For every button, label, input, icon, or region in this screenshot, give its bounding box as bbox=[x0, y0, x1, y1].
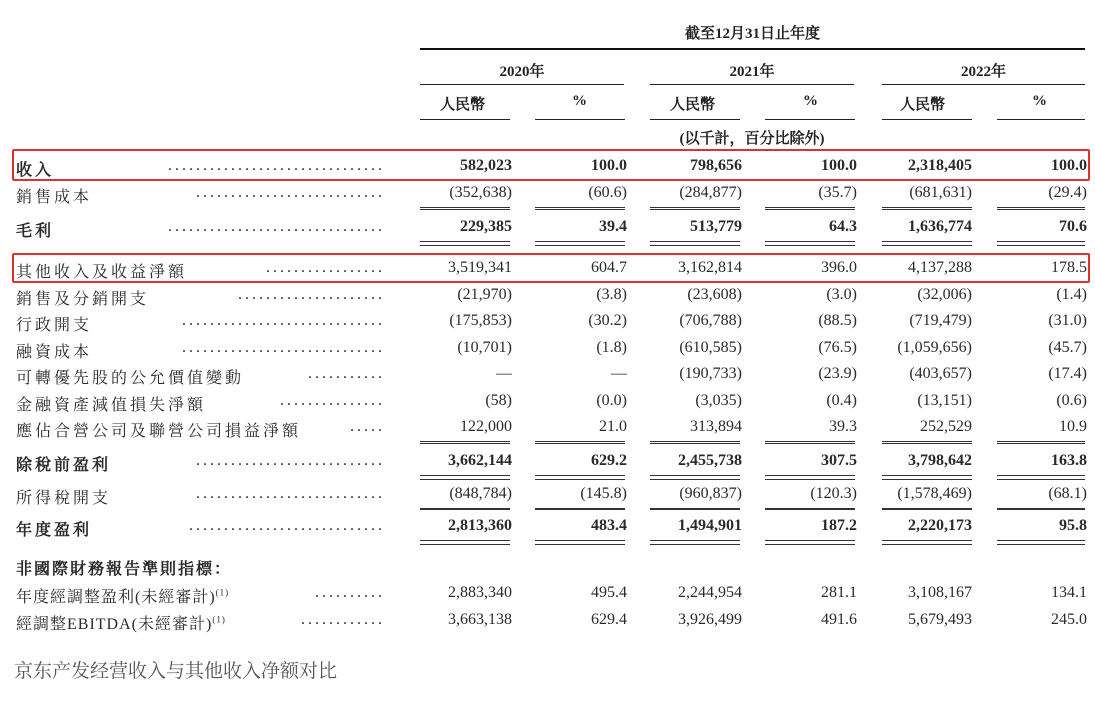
total-rule bbox=[765, 241, 855, 242]
total-rule bbox=[535, 207, 625, 208]
amount-cell: (1,578,469) bbox=[897, 485, 972, 502]
percent-cell: 629.2 bbox=[591, 452, 627, 469]
amount-cell: (706,788) bbox=[679, 312, 742, 329]
total-rule bbox=[997, 479, 1085, 480]
percent-cell: (0.4) bbox=[826, 392, 857, 409]
percent-cell: 178.5 bbox=[1051, 259, 1087, 276]
amount-cell: (175,853) bbox=[449, 312, 512, 329]
percent-cell: 100.0 bbox=[821, 157, 857, 174]
total-rule bbox=[765, 245, 855, 246]
row-leader-dots: ............................ bbox=[189, 517, 385, 534]
total-rule bbox=[765, 479, 855, 480]
row-label: 銷售及分銷開支 bbox=[16, 291, 150, 308]
amount-cell: (190,733) bbox=[679, 365, 742, 382]
total-rule bbox=[765, 475, 855, 476]
year-rule-2021 bbox=[650, 84, 854, 85]
year-rule-2022 bbox=[882, 84, 1085, 85]
total-rule bbox=[997, 540, 1085, 541]
amount-cell: 4,137,288 bbox=[908, 259, 972, 276]
amount-cell: 513,779 bbox=[690, 218, 742, 235]
row-leader-dots: ............ bbox=[301, 611, 385, 628]
total-rule bbox=[997, 441, 1085, 442]
total-rule bbox=[882, 475, 972, 476]
amount-cell: 122,000 bbox=[460, 418, 512, 435]
nongaap-row-label bbox=[16, 584, 229, 607]
total-rule bbox=[997, 207, 1085, 208]
amount-cell: 5,679,493 bbox=[908, 611, 972, 628]
nongaap-label-text: 經調整EBITDA(未經審計) bbox=[16, 616, 213, 633]
percent-cell: (145.8) bbox=[580, 485, 627, 502]
total-rule bbox=[765, 540, 855, 541]
amount-cell: 798,656 bbox=[690, 157, 742, 174]
subtotal-rule bbox=[765, 443, 855, 444]
percent-cell: 39.3 bbox=[829, 418, 857, 435]
col-rule-1 bbox=[420, 119, 510, 120]
total-rule bbox=[650, 207, 740, 208]
subtotal-rule bbox=[765, 209, 855, 210]
total-rule bbox=[882, 540, 972, 541]
row-label: 銷售成本 bbox=[16, 189, 93, 206]
row-label: 可轉優先股的公允價值變動 bbox=[16, 370, 245, 387]
row-leader-dots: ............................. bbox=[182, 339, 385, 356]
percent-cell: (45.7) bbox=[1048, 339, 1087, 356]
row-leader-dots: ............................... bbox=[168, 218, 385, 235]
year-header-2022: 2022年 bbox=[960, 64, 1006, 80]
row-label: 除稅前盈利 bbox=[16, 457, 112, 474]
unit-note: (以千計，百分比除外) bbox=[679, 131, 825, 147]
percent-cell: 21.0 bbox=[599, 418, 627, 435]
subtotal-rule bbox=[420, 443, 510, 444]
col-rule-5 bbox=[882, 119, 972, 120]
row-label: 行政開支 bbox=[16, 317, 93, 334]
percent-cell: (29.4) bbox=[1048, 184, 1087, 201]
total-rule bbox=[882, 207, 972, 208]
row-label: 應佔合營公司及聯營公司損益淨額 bbox=[16, 423, 302, 440]
total-rule bbox=[882, 245, 972, 246]
percent-header-2021: % bbox=[803, 93, 818, 109]
amount-cell: (403,657) bbox=[909, 365, 972, 382]
total-rule bbox=[650, 441, 740, 442]
row-leader-dots: ..... bbox=[350, 418, 385, 435]
row-label: 年度盈利 bbox=[16, 522, 93, 539]
currency-header-2022: 人民幣 bbox=[900, 97, 946, 113]
percent-cell: 629.4 bbox=[591, 611, 627, 628]
percent-cell: 307.5 bbox=[821, 452, 857, 469]
percent-cell: (1.4) bbox=[1056, 286, 1087, 303]
subtotal-rule bbox=[882, 509, 972, 510]
amount-cell: 3,663,138 bbox=[448, 611, 512, 628]
amount-cell: 252,529 bbox=[920, 418, 972, 435]
amount-cell: (681,631) bbox=[909, 184, 972, 201]
amount-cell: 2,455,738 bbox=[678, 452, 742, 469]
total-rule bbox=[650, 245, 740, 246]
percent-cell: (1.8) bbox=[596, 339, 627, 356]
total-rule bbox=[420, 241, 510, 242]
total-rule bbox=[535, 441, 625, 442]
row-label: 其他收入及收益淨額 bbox=[16, 264, 188, 281]
currency-header-2020: 人民幣 bbox=[440, 97, 486, 113]
year-header-2020: 2020年 bbox=[499, 64, 545, 80]
row-leader-dots: ........................... bbox=[196, 184, 385, 201]
total-rule bbox=[997, 544, 1085, 545]
subtotal-rule bbox=[535, 509, 625, 510]
row-leader-dots: ........................... bbox=[196, 452, 385, 469]
percent-header-2020: % bbox=[572, 93, 587, 109]
row-label: 收入 bbox=[16, 162, 55, 179]
total-rule bbox=[882, 479, 972, 480]
total-rule bbox=[650, 475, 740, 476]
currency-header-2021: 人民幣 bbox=[670, 97, 716, 113]
amount-cell: 3,519,341 bbox=[448, 259, 512, 276]
amount-cell: 2,244,954 bbox=[678, 584, 742, 601]
header-rule-top bbox=[420, 48, 1085, 50]
total-rule bbox=[650, 540, 740, 541]
percent-cell: (23.9) bbox=[818, 365, 857, 382]
total-rule bbox=[765, 207, 855, 208]
total-rule bbox=[535, 475, 625, 476]
percent-cell: (68.1) bbox=[1048, 485, 1087, 502]
year-rule-2020 bbox=[420, 84, 624, 85]
total-rule bbox=[420, 475, 510, 476]
amount-cell: (21,970) bbox=[457, 286, 512, 303]
total-rule bbox=[420, 479, 510, 480]
amount-cell: (960,837) bbox=[679, 485, 742, 502]
row-leader-dots: ..................... bbox=[238, 286, 385, 303]
amount-cell: (32,006) bbox=[917, 286, 972, 303]
total-rule bbox=[420, 441, 510, 442]
period-header: 截至12月31日止年度 bbox=[684, 26, 820, 42]
percent-header-2022: % bbox=[1032, 93, 1047, 109]
amount-cell: (284,877) bbox=[679, 184, 742, 201]
amount-cell: (1,059,656) bbox=[897, 339, 972, 356]
percent-cell: (30.2) bbox=[588, 312, 627, 329]
amount-cell: — bbox=[496, 365, 512, 382]
footnote-marker: (1) bbox=[215, 587, 230, 598]
total-rule bbox=[997, 245, 1085, 246]
percent-cell: 39.4 bbox=[599, 218, 627, 235]
col-rule-4 bbox=[765, 119, 855, 120]
subtotal-rule bbox=[882, 443, 972, 444]
percent-cell: (17.4) bbox=[1048, 365, 1087, 382]
amount-cell: 3,108,167 bbox=[908, 584, 972, 601]
amount-cell: (719,479) bbox=[909, 312, 972, 329]
amount-cell: 2,883,340 bbox=[448, 584, 512, 601]
row-leader-dots: ............................... bbox=[168, 157, 385, 174]
subtotal-rule bbox=[535, 443, 625, 444]
percent-cell: 281.1 bbox=[821, 584, 857, 601]
total-rule bbox=[997, 475, 1085, 476]
footnote-marker: (1) bbox=[212, 614, 226, 625]
amount-cell: 313,894 bbox=[690, 418, 742, 435]
highlight-box-revenue bbox=[12, 149, 1090, 181]
row-leader-dots: ................. bbox=[266, 259, 385, 276]
row-label: 毛利 bbox=[16, 223, 55, 240]
total-rule bbox=[882, 544, 972, 545]
row-leader-dots: ............................. bbox=[182, 312, 385, 329]
amount-cell: (352,638) bbox=[449, 184, 512, 201]
subtotal-rule bbox=[650, 443, 740, 444]
year-header-2021: 2021年 bbox=[729, 64, 775, 80]
percent-cell: 491.6 bbox=[821, 611, 857, 628]
subtotal-rule bbox=[765, 509, 855, 510]
subtotal-rule bbox=[997, 509, 1085, 510]
subtotal-rule bbox=[535, 209, 625, 210]
amount-cell: 2,318,405 bbox=[908, 157, 972, 174]
total-rule bbox=[535, 241, 625, 242]
col-rule-2 bbox=[535, 119, 625, 120]
percent-cell: (3.8) bbox=[596, 286, 627, 303]
amount-cell: 3,162,814 bbox=[678, 259, 742, 276]
percent-cell: (88.5) bbox=[818, 312, 857, 329]
amount-cell: 229,385 bbox=[460, 218, 512, 235]
percent-cell: 100.0 bbox=[591, 157, 627, 174]
percent-cell: (60.6) bbox=[588, 184, 627, 201]
percent-cell: 134.1 bbox=[1051, 584, 1087, 601]
total-rule bbox=[535, 245, 625, 246]
percent-cell: 95.8 bbox=[1059, 517, 1087, 534]
total-rule bbox=[650, 544, 740, 545]
percent-cell: (0.6) bbox=[1056, 392, 1087, 409]
total-rule bbox=[650, 479, 740, 480]
amount-cell: (10,701) bbox=[457, 339, 512, 356]
subtotal-rule bbox=[650, 509, 740, 510]
amount-cell: 2,813,360 bbox=[448, 517, 512, 534]
amount-cell: (58) bbox=[485, 392, 512, 409]
percent-cell: 100.0 bbox=[1051, 157, 1087, 174]
amount-cell: (23,608) bbox=[687, 286, 742, 303]
percent-cell: 245.0 bbox=[1051, 611, 1087, 628]
nongaap-row-label bbox=[16, 611, 226, 634]
subtotal-rule bbox=[650, 209, 740, 210]
percent-cell: 163.8 bbox=[1051, 452, 1087, 469]
col-rule-3 bbox=[650, 119, 740, 120]
amount-cell: (13,151) bbox=[917, 392, 972, 409]
total-rule bbox=[420, 540, 510, 541]
highlight-box-other-income bbox=[12, 253, 1090, 283]
percent-cell: (120.3) bbox=[810, 485, 857, 502]
nongaap-label-text: 年度經調整盈利(未經審計) bbox=[16, 589, 216, 606]
amount-cell: 2,220,173 bbox=[908, 517, 972, 534]
amount-cell: (610,585) bbox=[679, 339, 742, 356]
amount-cell: (3,035) bbox=[695, 392, 742, 409]
total-rule bbox=[420, 245, 510, 246]
total-rule bbox=[650, 241, 740, 242]
percent-cell: 604.7 bbox=[591, 259, 627, 276]
row-leader-dots: ........... bbox=[308, 365, 385, 382]
total-rule bbox=[765, 544, 855, 545]
percent-cell: 64.3 bbox=[829, 218, 857, 235]
nongaap-heading: 非國際財務報告準則指標： bbox=[16, 561, 233, 578]
percent-cell: 483.4 bbox=[591, 517, 627, 534]
col-rule-6 bbox=[997, 119, 1085, 120]
total-rule bbox=[535, 540, 625, 541]
percent-cell: — bbox=[611, 365, 627, 382]
amount-cell: (848,784) bbox=[449, 485, 512, 502]
amount-cell: 1,494,901 bbox=[678, 517, 742, 534]
subtotal-rule bbox=[882, 209, 972, 210]
row-label: 金融資產減值損失淨額 bbox=[16, 397, 207, 414]
percent-cell: 70.6 bbox=[1059, 218, 1087, 235]
percent-cell: (35.7) bbox=[818, 184, 857, 201]
subtotal-rule bbox=[420, 509, 510, 510]
amount-cell: 582,023 bbox=[460, 157, 512, 174]
percent-cell: 396.0 bbox=[821, 259, 857, 276]
subtotal-rule bbox=[997, 443, 1085, 444]
percent-cell: 187.2 bbox=[821, 517, 857, 534]
percent-cell: 495.4 bbox=[591, 584, 627, 601]
amount-cell: 1,636,774 bbox=[908, 218, 972, 235]
percent-cell: (76.5) bbox=[818, 339, 857, 356]
percent-cell: (3.0) bbox=[826, 286, 857, 303]
row-leader-dots: .......... bbox=[315, 584, 385, 601]
total-rule bbox=[997, 241, 1085, 242]
amount-cell: 3,798,642 bbox=[908, 452, 972, 469]
row-label: 融資成本 bbox=[16, 344, 93, 361]
total-rule bbox=[535, 544, 625, 545]
percent-cell: (31.0) bbox=[1048, 312, 1087, 329]
total-rule bbox=[420, 544, 510, 545]
subtotal-rule bbox=[420, 209, 510, 210]
percent-cell: (0.0) bbox=[596, 392, 627, 409]
amount-cell: 3,926,499 bbox=[678, 611, 742, 628]
total-rule bbox=[882, 241, 972, 242]
total-rule bbox=[420, 207, 510, 208]
image-caption: 京东产发经营收入与其他收入净额对比 bbox=[14, 660, 338, 682]
total-rule bbox=[882, 441, 972, 442]
total-rule bbox=[535, 479, 625, 480]
row-leader-dots: ............... bbox=[280, 392, 385, 409]
row-label: 所得稅開支 bbox=[16, 490, 112, 507]
total-rule bbox=[765, 441, 855, 442]
percent-cell: 10.9 bbox=[1059, 418, 1087, 435]
subtotal-rule bbox=[997, 209, 1085, 210]
row-leader-dots: ........................... bbox=[196, 485, 385, 502]
amount-cell: 3,662,144 bbox=[448, 452, 512, 469]
